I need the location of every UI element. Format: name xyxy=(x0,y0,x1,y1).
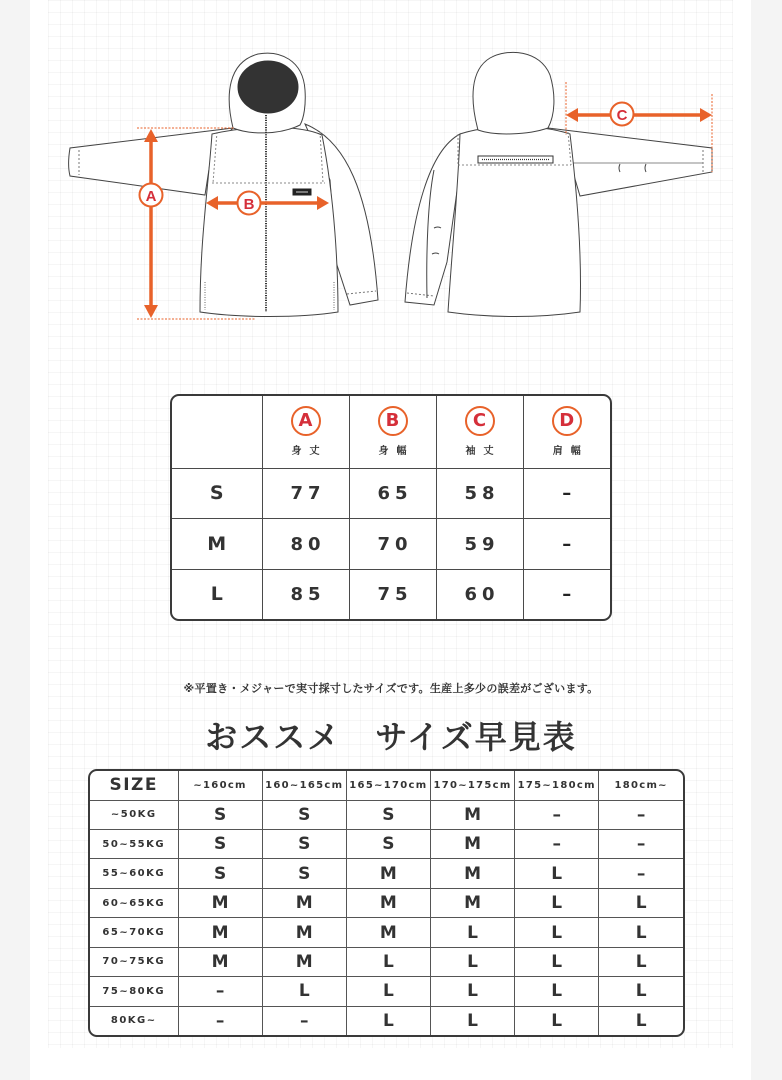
size-cell: M xyxy=(346,888,430,917)
badge-b: B xyxy=(378,406,408,436)
size-cell: S xyxy=(178,859,262,888)
size-cell: M xyxy=(262,888,346,917)
size-cell: M xyxy=(430,859,514,888)
size-cell: – xyxy=(599,829,683,858)
size-cell: L xyxy=(515,947,599,976)
measure-b-label: B xyxy=(243,196,255,213)
size-cell: M xyxy=(178,947,262,976)
weight-label: 50~55KG xyxy=(90,829,178,858)
size-label: S xyxy=(172,468,262,519)
height-header: 175~180cm xyxy=(515,771,599,800)
value-cell: – xyxy=(523,569,610,619)
column-header-a xyxy=(262,396,349,468)
column-label: 身丈 xyxy=(291,446,328,458)
measure-a-label: A xyxy=(145,188,157,205)
size-cell: L xyxy=(599,888,683,917)
weight-label: 55~60KG xyxy=(90,859,178,888)
size-cell: – xyxy=(178,977,262,1006)
table-row xyxy=(90,977,683,1006)
value-cell: – xyxy=(523,468,610,519)
value-cell: 80 xyxy=(262,519,349,570)
weight-label: 65~70KG xyxy=(90,918,178,947)
size-cell: – xyxy=(515,829,599,858)
size-cell: L xyxy=(430,947,514,976)
front-jacket-illustration xyxy=(69,53,379,316)
height-header: 180cm~ xyxy=(599,771,683,800)
height-header: 170~175cm xyxy=(430,771,514,800)
measurements-header-row xyxy=(172,396,610,468)
size-label: L xyxy=(172,569,262,619)
badge-c: C xyxy=(465,406,495,436)
size-recommendation-table xyxy=(88,769,685,1037)
size-cell: L xyxy=(599,977,683,1006)
column-label: 身幅 xyxy=(378,446,415,458)
size-cell: M xyxy=(262,918,346,947)
column-header-b xyxy=(349,396,436,468)
column-label: 肩幅 xyxy=(552,446,589,458)
column-header-d xyxy=(523,396,610,468)
size-cell: – xyxy=(178,1006,262,1035)
weight-label: 70~75KG xyxy=(90,947,178,976)
table-row xyxy=(90,918,683,947)
height-header: ~160cm xyxy=(178,771,262,800)
column-label: 袖丈 xyxy=(465,446,502,458)
size-cell: M xyxy=(178,918,262,947)
size-cell: L xyxy=(430,977,514,1006)
corner-cell xyxy=(172,396,262,468)
size-cell: M xyxy=(430,829,514,858)
size-cell: – xyxy=(599,859,683,888)
value-cell: – xyxy=(523,519,610,570)
weight-label: 80KG~ xyxy=(90,1006,178,1035)
size-cell: L xyxy=(599,947,683,976)
value-cell: 75 xyxy=(349,569,436,619)
value-cell: 65 xyxy=(349,468,436,519)
size-cell: M xyxy=(178,888,262,917)
weight-label: 60~65KG xyxy=(90,888,178,917)
measurement-note: ※平置き・メジャーで実寸採寸したサイズです。生産上多少の誤差がございます。 xyxy=(183,682,599,695)
size-cell: M xyxy=(430,800,514,829)
table-row xyxy=(90,859,683,888)
size-cell: M xyxy=(262,947,346,976)
size-cell: L xyxy=(346,977,430,1006)
weight-label: 75~80KG xyxy=(90,977,178,1006)
size-corner-label: SIZE xyxy=(90,771,178,800)
size-cell: L xyxy=(346,1006,430,1035)
size-cell: L xyxy=(599,1006,683,1035)
column-header-c xyxy=(436,396,523,468)
size-chart-title: おススメ サイズ早見表 xyxy=(205,718,577,756)
value-cell: 70 xyxy=(349,519,436,570)
height-header: 160~165cm xyxy=(262,771,346,800)
size-cell: L xyxy=(430,918,514,947)
size-cell: L xyxy=(515,918,599,947)
size-cell: L xyxy=(515,859,599,888)
back-jacket-illustration xyxy=(405,52,712,316)
value-cell: 85 xyxy=(262,569,349,619)
size-cell: S xyxy=(346,800,430,829)
size-cell: L xyxy=(346,947,430,976)
size-cell: L xyxy=(599,918,683,947)
jacket-diagram xyxy=(0,0,782,340)
size-cell: S xyxy=(262,859,346,888)
size-cell: – xyxy=(515,800,599,829)
height-header: 165~170cm xyxy=(346,771,430,800)
value-cell: 60 xyxy=(436,569,523,619)
size-cell: S xyxy=(262,829,346,858)
size-cell: – xyxy=(262,1006,346,1035)
size-cell: M xyxy=(346,859,430,888)
table-row xyxy=(90,800,683,829)
size-cell: L xyxy=(430,1006,514,1035)
table-row xyxy=(172,519,610,570)
value-cell: 58 xyxy=(436,468,523,519)
size-cell: S xyxy=(178,800,262,829)
size-cell: S xyxy=(346,829,430,858)
size-cell: M xyxy=(430,888,514,917)
size-label: M xyxy=(172,519,262,570)
badge-a: A xyxy=(291,406,321,436)
table-row xyxy=(90,829,683,858)
value-cell: 59 xyxy=(436,519,523,570)
table-row xyxy=(90,888,683,917)
measure-c-label: C xyxy=(616,107,628,124)
table-row xyxy=(172,569,610,619)
size-cell: S xyxy=(262,800,346,829)
height-header-row xyxy=(90,771,683,800)
size-cell: S xyxy=(178,829,262,858)
size-cell: L xyxy=(515,1006,599,1035)
measurements-table xyxy=(170,394,612,621)
table-row xyxy=(172,468,610,519)
table-row xyxy=(90,947,683,976)
size-cell: M xyxy=(346,918,430,947)
size-cell: L xyxy=(515,977,599,1006)
table-row xyxy=(90,1006,683,1035)
weight-label: ~50KG xyxy=(90,800,178,829)
value-cell: 77 xyxy=(262,468,349,519)
size-cell: – xyxy=(599,800,683,829)
badge-d: D xyxy=(552,406,582,436)
size-cell: L xyxy=(262,977,346,1006)
size-cell: L xyxy=(515,888,599,917)
